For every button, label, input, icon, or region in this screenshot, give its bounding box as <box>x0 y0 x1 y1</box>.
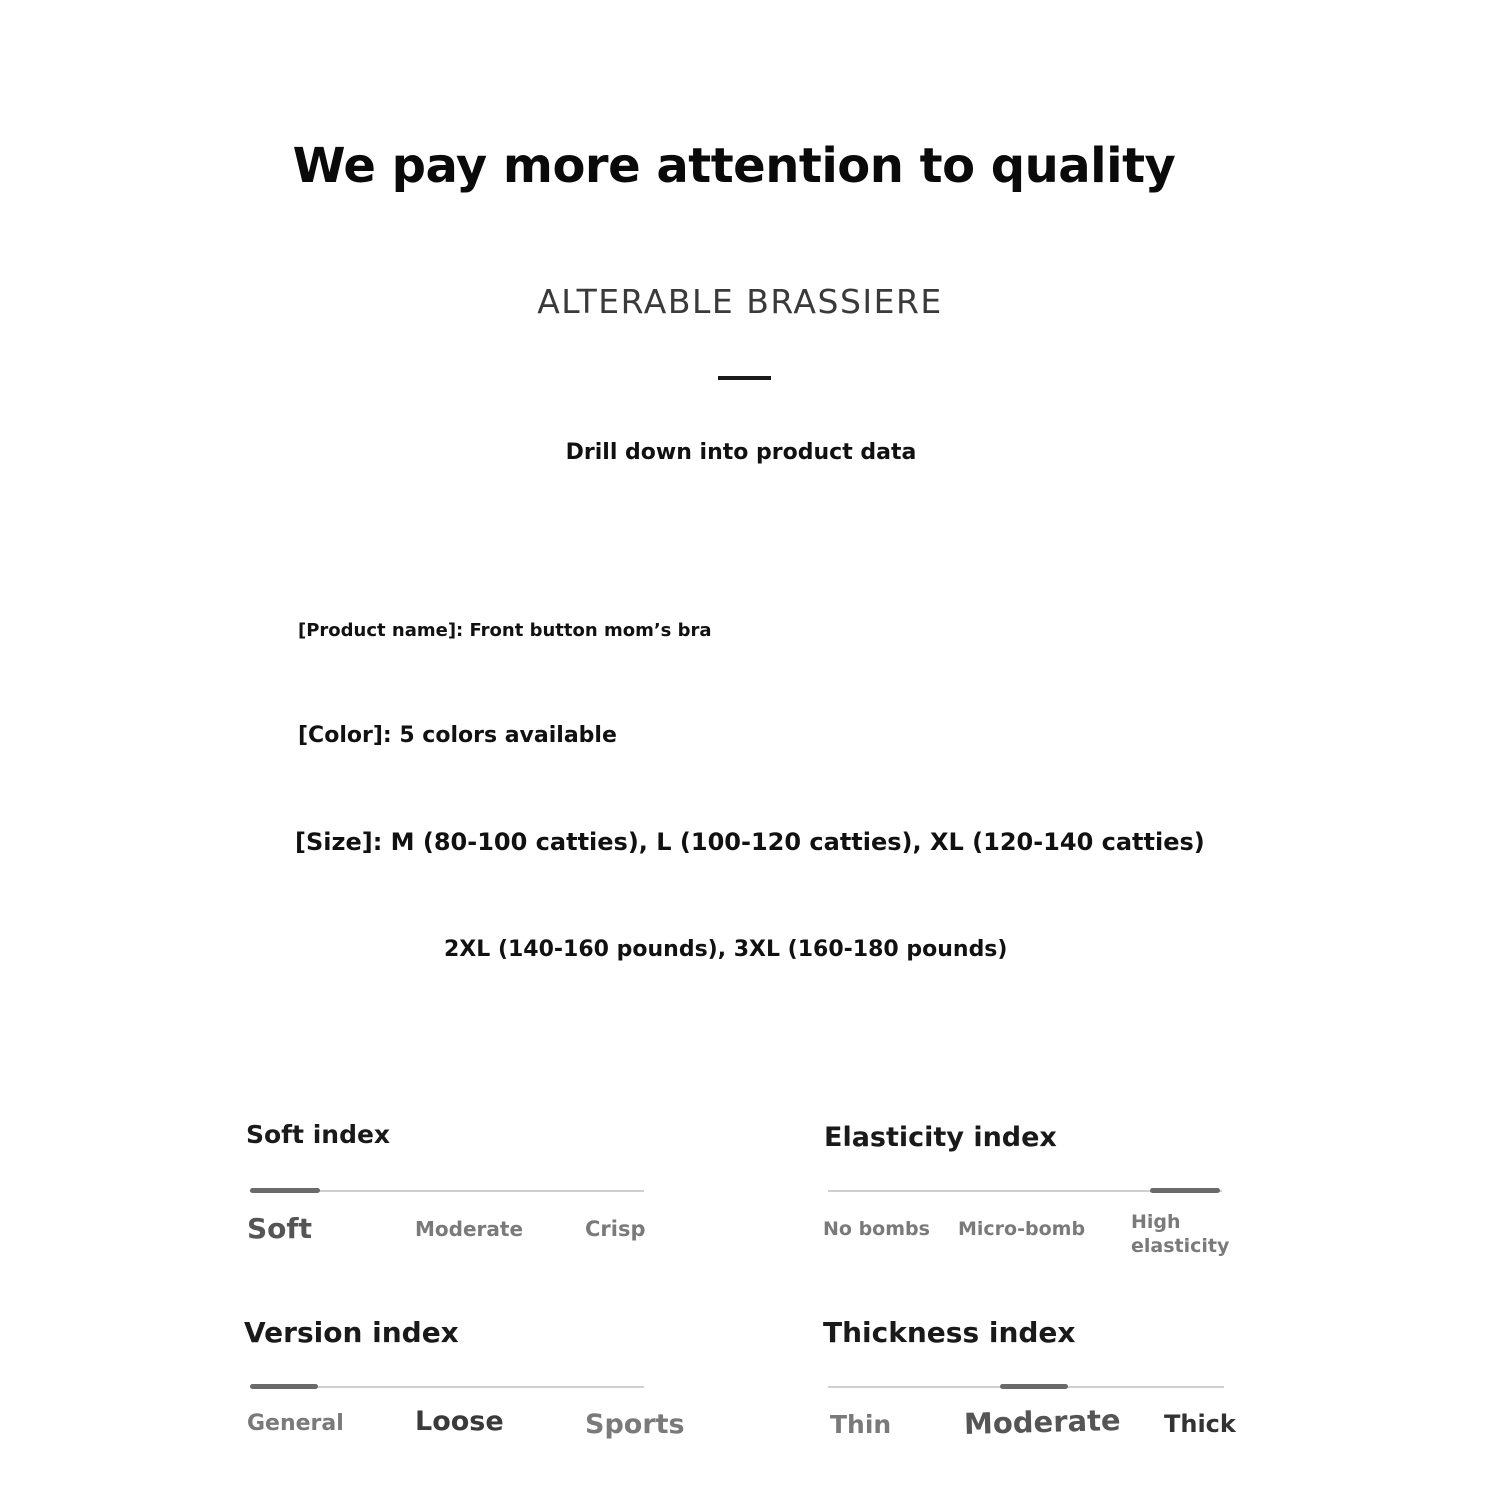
headline: We pay more attention to quality <box>292 138 1176 194</box>
spec-color: [Color]: 5 colors available <box>298 723 617 748</box>
spec-size-more: 2XL (140-160 pounds), 3XL (160-180 pounds) <box>444 937 1008 962</box>
soft-index-indicator <box>250 1188 320 1193</box>
thickness-option-thick: Thick <box>1164 1410 1236 1438</box>
thickness-index-title: Thickness index <box>823 1316 1076 1349</box>
version-option-loose: Loose <box>415 1406 504 1437</box>
elasticity-option-high: High <box>1131 1211 1181 1233</box>
subtitle: ALTERABLE BRASSIERE <box>537 282 943 321</box>
elasticity-option-no-bombs: No bombs <box>823 1218 930 1240</box>
thickness-option-thin: Thin <box>830 1410 892 1439</box>
elasticity-index-title: Elasticity index <box>824 1122 1057 1153</box>
thickness-option-moderate: Moderate <box>963 1402 1122 1442</box>
elasticity-option-micro-bomb: Micro-bomb <box>958 1218 1086 1240</box>
tagline: Drill down into product data <box>565 440 917 465</box>
version-index-indicator <box>250 1384 318 1389</box>
soft-option-crisp: Crisp <box>585 1217 646 1241</box>
elasticity-index-indicator <box>1150 1188 1220 1193</box>
soft-option-soft: Soft <box>247 1212 312 1245</box>
thickness-index-indicator <box>1000 1384 1068 1389</box>
elasticity-option-elasticity: elasticity <box>1131 1235 1230 1257</box>
version-option-sports: Sports <box>585 1409 685 1440</box>
soft-index-title: Soft index <box>246 1120 391 1149</box>
version-index-title: Version index <box>244 1316 459 1349</box>
spec-size: [Size]: M (80-100 catties), L (100-120 catties), XL (120-140 catties) <box>295 828 1205 856</box>
soft-option-moderate: Moderate <box>415 1217 524 1241</box>
version-option-general: General <box>247 1411 344 1436</box>
spec-product-name: [Product name]: Front button mom’s bra <box>298 620 712 641</box>
divider <box>718 376 771 380</box>
